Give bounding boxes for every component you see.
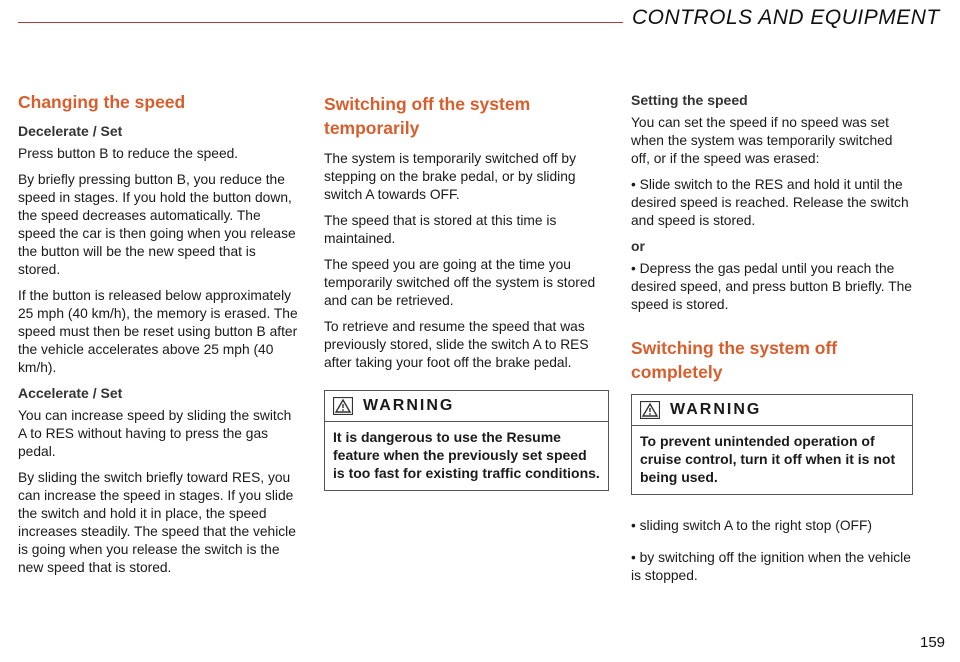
heading-switching-off-temporarily: Switching off the system temporarily [324, 94, 531, 138]
paragraph: You can increase speed by sliding the switch A to RES without having to press the gas pedal. [18, 408, 292, 459]
paragraph: To retrieve and resume the speed that was previously stored, slide the switch A to RES after taking your foot off the brake pedal. [324, 319, 589, 370]
paragraph: You can set the speed if no speed was set when the system was temporarily switched off, or if the speed was erased: [631, 115, 893, 166]
paragraph: By briefly pressing button B, you reduce the speed in stages. If you hold the button down, the speed decreases automatically. The speed the car is then going when you release the button will be the new speed that is stored. [18, 172, 296, 277]
heading-switching-off-completely: Switching the system off completely [631, 338, 838, 382]
bullet-item: • by switching off the ignition when the vehicle is stopped. [631, 550, 911, 583]
paragraph: If the button is released below approximately 25 mph (40 km/h), the memory is erased. The speed must then be reset using button B after the vehicle accelerates above 25 mph (40 km/h). [18, 288, 298, 375]
warning-box-resume [324, 390, 609, 491]
warning-title: WARNING [670, 401, 762, 418]
warning-triangle-icon [333, 397, 353, 415]
bullet-item: • Depress the gas pedal until you reach the desired speed, and press button B briefly. The speed is stored. [631, 261, 912, 312]
column-switching-off-temporarily [324, 92, 609, 507]
or-separator: or [631, 238, 645, 254]
subheading-decelerate: Decelerate / Set [18, 123, 123, 139]
paragraph: Press button B to reduce the speed. [18, 146, 239, 161]
warning-header [632, 395, 912, 426]
paragraph: By sliding the switch briefly toward RES, you can increase the speed in stages. If you slide the switch and hold it in place, the speed increases steadily. The speed that the vehicle is going when you release the switch is the new speed that is stored. [18, 470, 296, 575]
bullet-item: • Slide switch to the RES and hold it until the desired speed is reached. Release the switch and speed is stored. [631, 177, 909, 228]
bullet-item: • sliding switch A to the right stop (OFF) [631, 518, 873, 533]
header-rule [18, 22, 623, 23]
column-changing-speed [18, 92, 300, 585]
subheading-accelerate: Accelerate / Set [18, 385, 123, 401]
heading-changing-speed: Changing the speed [18, 92, 186, 112]
paragraph: The system is temporarily switched off by stepping on the brake pedal, or by sliding switch A towards OFF. [324, 151, 577, 202]
warning-title: WARNING [363, 397, 455, 414]
subheading-setting-speed: Setting the speed [631, 92, 748, 108]
column-setting-speed [631, 92, 913, 593]
paragraph: The speed that is stored at this time is maintained. [324, 213, 557, 246]
warning-box-cruise-control [631, 394, 913, 495]
warning-header [325, 391, 608, 422]
page-header-title: CONTROLS AND EQUIPMENT [632, 6, 940, 29]
warning-text: It is dangerous to use the Resume feature when the previously set speed is too fast for existing traffic conditions. [333, 429, 600, 481]
paragraph: The speed you are going at the time you temporarily switched off the system is stored and can be retrieved. [324, 257, 596, 308]
warning-text: To prevent unintended operation of cruise control, turn it off when it is not being used. [640, 433, 896, 485]
warning-triangle-icon [640, 401, 660, 419]
page-number: 159 [920, 634, 946, 651]
